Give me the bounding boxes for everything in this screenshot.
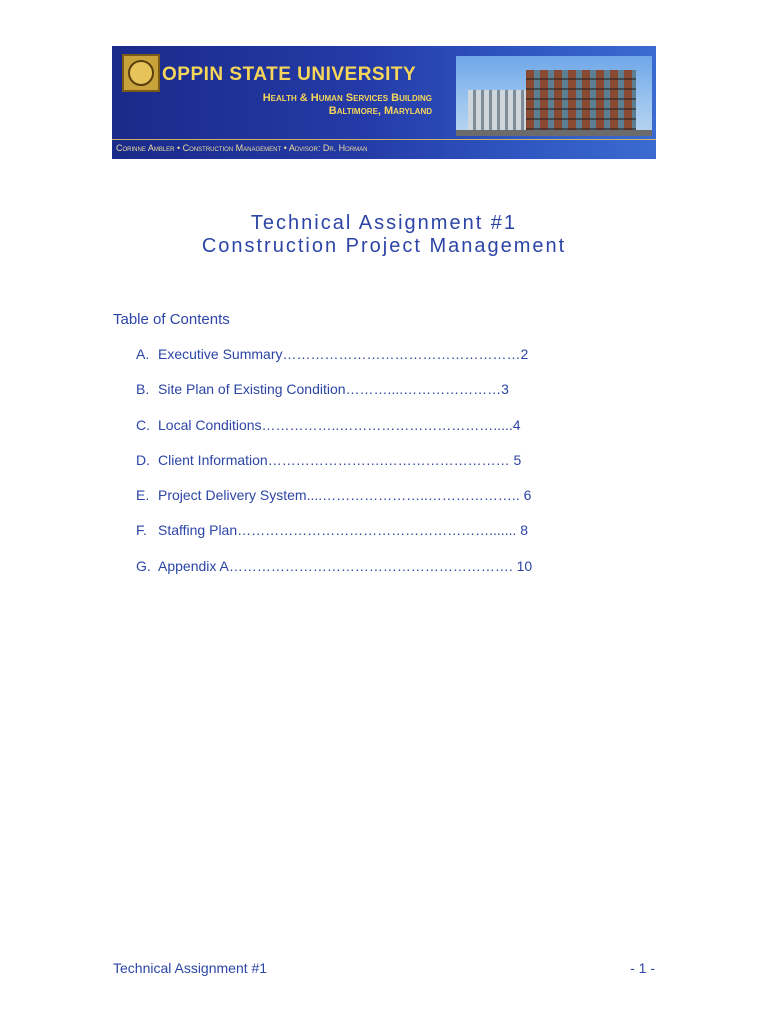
university-name: OPPIN STATE UNIVERSITY xyxy=(162,64,417,85)
toc-entry: Executive Summary……………………………………………2 xyxy=(158,346,529,362)
banner-credits: Corinne Ambler • Construction Management • Advisor: Dr. Horman xyxy=(116,143,368,153)
toc-item-e[interactable] xyxy=(136,487,532,522)
table-of-contents xyxy=(136,346,532,593)
toc-entry: Client Information…………………….……………………… 5 xyxy=(158,451,522,468)
toc-letter: G. xyxy=(136,557,151,574)
banner-divider xyxy=(112,139,656,140)
toc-letter: C. xyxy=(136,416,150,433)
toc-letter: A. xyxy=(136,346,150,362)
university-seal-icon xyxy=(122,54,160,92)
page-number: - 1 - xyxy=(630,960,655,976)
toc-letter: F. xyxy=(136,522,147,539)
toc-item-c[interactable] xyxy=(136,417,532,452)
toc-item-g[interactable] xyxy=(136,558,532,593)
toc-entry: Appendix A……………………………………………………. 10 xyxy=(158,557,533,574)
toc-letter: D. xyxy=(136,451,150,468)
toc-entry: Project Delivery System....…………………..……………….. 6 xyxy=(158,487,532,504)
header-banner xyxy=(112,46,656,159)
toc-entry: Staffing Plan………………………………………………....... 8 xyxy=(158,522,529,539)
building-location: Baltimore, Maryland xyxy=(328,105,432,117)
toc-entry: Site Plan of Existing Condition………....…………………3 xyxy=(158,381,509,398)
document-subtitle: Construction Project Management xyxy=(201,235,567,257)
toc-item-d[interactable] xyxy=(136,452,532,487)
toc-entry: Local Conditions……………..…………………………….....4 xyxy=(158,416,521,433)
toc-item-a[interactable] xyxy=(136,346,532,381)
toc-letter: E. xyxy=(136,487,150,504)
building-photo xyxy=(456,56,652,136)
toc-heading: Table of Contents xyxy=(113,311,230,328)
document-title: Technical Assignment #1 xyxy=(250,212,518,234)
building-name: Health & Human Services Building xyxy=(262,92,432,104)
toc-item-b[interactable] xyxy=(136,381,532,416)
toc-item-f[interactable] xyxy=(136,522,532,557)
toc-letter: B. xyxy=(136,381,150,398)
footer-title: Technical Assignment #1 xyxy=(113,960,268,976)
